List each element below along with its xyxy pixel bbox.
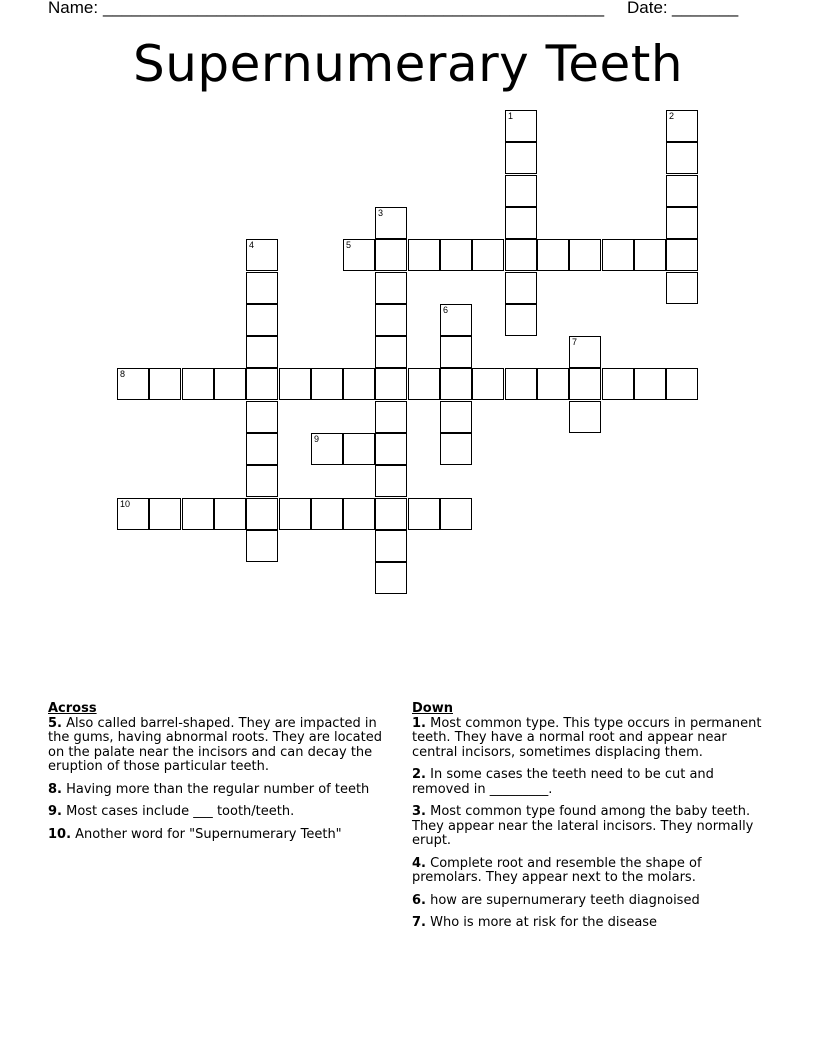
crossword-cell[interactable] bbox=[343, 498, 375, 530]
cell-number: 8 bbox=[120, 369, 126, 379]
cell-number: 3 bbox=[378, 208, 384, 218]
puzzle-title: Supernumerary Teeth bbox=[132, 35, 684, 93]
date-field[interactable]: _______ bbox=[672, 0, 739, 17]
clue-text: how are supernumerary teeth diagnoised bbox=[425, 892, 700, 908]
crossword-cell[interactable] bbox=[214, 498, 246, 530]
clue-text: Also called barrel-shaped. They are impacted in the gums, having abnormal roots. They are located on the palate near the incisors and can decay the eruption of those particular teeth. bbox=[48, 715, 382, 774]
down-clue-3 bbox=[412, 805, 772, 849]
crossword-cell[interactable] bbox=[182, 368, 214, 400]
clue-number: 8. bbox=[48, 781, 62, 797]
crossword-cell[interactable] bbox=[343, 433, 375, 465]
crossword-cell[interactable] bbox=[149, 368, 181, 400]
clue-number: 5. bbox=[48, 715, 62, 731]
crossword-cell[interactable] bbox=[602, 368, 634, 400]
crossword-cell[interactable] bbox=[472, 368, 504, 400]
crossword-cell[interactable] bbox=[537, 239, 569, 271]
clue-number: 2. bbox=[412, 767, 426, 782]
crossword-cell[interactable] bbox=[246, 368, 278, 400]
crossword-cell[interactable] bbox=[149, 498, 181, 530]
clue-text: Having more than the regular number of teeth bbox=[61, 781, 370, 797]
crossword-cell[interactable] bbox=[182, 498, 214, 530]
crossword-cell[interactable] bbox=[440, 433, 472, 465]
crossword-cell[interactable] bbox=[666, 175, 698, 207]
clue-number: 3. bbox=[412, 804, 426, 819]
clue-text: In some cases the teeth need to be cut and removed in _________. bbox=[412, 767, 714, 797]
clue-text: Most cases include ___ tooth/teeth. bbox=[61, 804, 295, 819]
crossword-cell[interactable] bbox=[408, 239, 440, 271]
crossword-cell[interactable] bbox=[246, 239, 278, 271]
crossword-cell[interactable] bbox=[505, 368, 537, 400]
crossword-cell[interactable] bbox=[246, 272, 278, 304]
crossword-cell[interactable] bbox=[246, 530, 278, 562]
crossword-cell[interactable] bbox=[440, 498, 472, 530]
crossword-cell[interactable] bbox=[569, 239, 601, 271]
crossword-cell[interactable] bbox=[246, 304, 278, 336]
crossword-cell[interactable] bbox=[343, 368, 375, 400]
crossword-cell[interactable] bbox=[375, 433, 407, 465]
crossword-cell[interactable] bbox=[537, 368, 569, 400]
crossword-cell[interactable] bbox=[246, 498, 278, 530]
across-heading: Across bbox=[48, 701, 97, 716]
crossword-cell[interactable] bbox=[375, 562, 407, 594]
down-clues bbox=[412, 702, 772, 939]
crossword-cell[interactable] bbox=[246, 433, 278, 465]
cell-number: 6 bbox=[443, 305, 449, 315]
crossword-cell[interactable] bbox=[311, 433, 343, 465]
down-clue-6 bbox=[412, 894, 772, 909]
crossword-cell[interactable] bbox=[375, 272, 407, 304]
crossword-cell[interactable] bbox=[666, 142, 698, 174]
across-clue-9 bbox=[48, 805, 393, 820]
crossword-cell[interactable] bbox=[117, 498, 149, 530]
crossword-cell[interactable] bbox=[375, 401, 407, 433]
crossword-cell[interactable] bbox=[569, 368, 601, 400]
crossword-cell[interactable] bbox=[440, 401, 472, 433]
crossword-cell[interactable] bbox=[246, 465, 278, 497]
crossword-cell[interactable] bbox=[472, 239, 504, 271]
clue-number: 6. bbox=[412, 892, 426, 908]
down-clue-1 bbox=[412, 717, 772, 761]
crossword-cell[interactable] bbox=[505, 272, 537, 304]
crossword-cell[interactable] bbox=[569, 336, 601, 368]
clue-number: 7. bbox=[412, 915, 426, 930]
clue-number: 10. bbox=[48, 826, 72, 842]
crossword-cell[interactable] bbox=[440, 336, 472, 368]
crossword-cell[interactable] bbox=[375, 498, 407, 530]
crossword-cell[interactable] bbox=[375, 530, 407, 562]
crossword-cell[interactable] bbox=[375, 207, 407, 239]
crossword-cell[interactable] bbox=[408, 498, 440, 530]
crossword-cell[interactable] bbox=[246, 336, 278, 368]
crossword-cell[interactable] bbox=[634, 239, 666, 271]
name-label: Name: bbox=[48, 0, 99, 17]
crossword-cell[interactable] bbox=[440, 239, 472, 271]
clue-text: Most common type found among the baby teeth. They appear near the lateral incisors. They normally erupt. bbox=[412, 804, 754, 848]
crossword-cell[interactable] bbox=[569, 401, 601, 433]
crossword-cell[interactable] bbox=[311, 498, 343, 530]
clue-text: Complete root and resemble the shape of premolars. They appear next to the molars. bbox=[412, 855, 702, 885]
across-clues bbox=[48, 702, 393, 850]
down-clue-2 bbox=[412, 768, 772, 797]
crossword-cell[interactable] bbox=[343, 239, 375, 271]
crossword-cell[interactable] bbox=[375, 304, 407, 336]
cell-number: 1 bbox=[508, 111, 514, 121]
crossword-cell[interactable] bbox=[602, 239, 634, 271]
crossword-cell[interactable] bbox=[505, 207, 537, 239]
clue-number: 4. bbox=[412, 855, 426, 871]
crossword-cell[interactable] bbox=[666, 368, 698, 400]
clue-number: 1. bbox=[412, 715, 426, 731]
crossword-cell[interactable] bbox=[279, 368, 311, 400]
clue-text: Most common type. This type occurs in permanent teeth. They have a normal root and appear near central incisors, sometimes displacing them. bbox=[412, 715, 762, 760]
crossword-cell[interactable] bbox=[634, 368, 666, 400]
date-label: Date: bbox=[627, 0, 668, 17]
down-clue-7 bbox=[412, 916, 772, 931]
crossword-cell[interactable] bbox=[505, 304, 537, 336]
crossword-cell[interactable] bbox=[666, 110, 698, 142]
across-clue-10 bbox=[48, 828, 393, 843]
crossword-cell[interactable] bbox=[505, 239, 537, 271]
across-clue-8 bbox=[48, 783, 393, 798]
cell-number: 5 bbox=[346, 240, 352, 250]
crossword-cell[interactable] bbox=[440, 368, 472, 400]
crossword-cell[interactable] bbox=[408, 368, 440, 400]
name-field[interactable]: _____________________________________________________ bbox=[103, 0, 605, 17]
crossword-cell[interactable] bbox=[505, 142, 537, 174]
clue-text: Another word for "Supernumerary Teeth" bbox=[71, 826, 342, 842]
crossword-cell[interactable] bbox=[214, 368, 246, 400]
crossword-cell[interactable] bbox=[505, 110, 537, 142]
crossword-cell[interactable] bbox=[666, 207, 698, 239]
clue-number: 9. bbox=[48, 804, 62, 819]
down-clue-4 bbox=[412, 857, 772, 886]
crossword-cell[interactable] bbox=[666, 272, 698, 304]
across-clue-5 bbox=[48, 717, 393, 775]
cell-number: 9 bbox=[314, 434, 320, 444]
clue-text: Who is more at risk for the disease bbox=[425, 915, 658, 930]
crossword-cell[interactable] bbox=[666, 239, 698, 271]
crossword-cell[interactable] bbox=[246, 401, 278, 433]
crossword-cell[interactable] bbox=[375, 465, 407, 497]
cell-number: 2 bbox=[669, 111, 675, 121]
cell-number: 7 bbox=[572, 337, 578, 347]
crossword-cell[interactable] bbox=[311, 368, 343, 400]
crossword-cell[interactable] bbox=[440, 304, 472, 336]
crossword-cell[interactable] bbox=[279, 498, 311, 530]
crossword-cell[interactable] bbox=[117, 368, 149, 400]
crossword-cell[interactable] bbox=[375, 336, 407, 368]
down-heading: Down bbox=[412, 701, 453, 716]
crossword-cell[interactable] bbox=[505, 175, 537, 207]
cell-number: 4 bbox=[249, 240, 255, 250]
crossword-cell[interactable] bbox=[375, 368, 407, 400]
crossword-cell[interactable] bbox=[375, 239, 407, 271]
cell-number: 10 bbox=[120, 499, 131, 509]
